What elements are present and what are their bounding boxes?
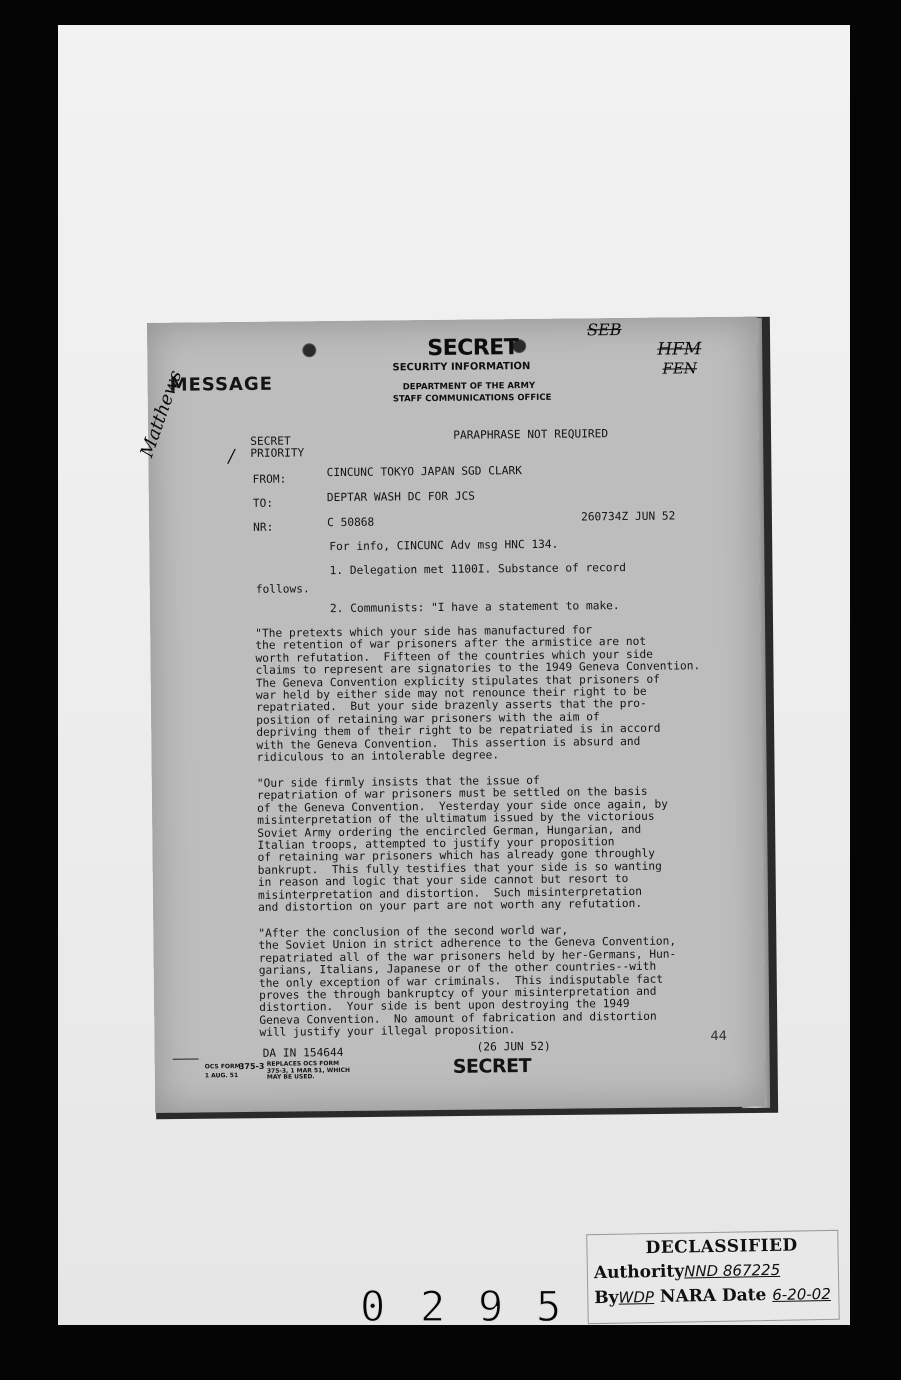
form-date: 1 AUG. 51 — [204, 1072, 239, 1080]
frame-number-digit: 5 — [536, 1282, 562, 1331]
department-line: DEPARTMENT OF THE ARMY — [402, 380, 536, 393]
handwritten-initials: FEN — [662, 359, 698, 378]
message-sheet — [136, 317, 765, 1113]
paragraph-1: 1. Delegation met 1100I. Substance of record — [329, 560, 627, 578]
message-label: MESSAGE — [169, 373, 274, 396]
declassified-label — [586, 1230, 840, 1324]
statement-block-2: "Our side firmly insists that the issue of repatriation of war prisoners must be settled on the basis of the Geneva Convention. Yesterday your side once again, by misinterpretation of the ultimatum issued by the victorious Soviet Army ordering the encircled German, Hungarian, and Italian troops, attempted to justify your proposition of retaining war prisoners which has already gone throughly bankrupt. This fully testifies that your side is so wanting in reason and logic that your side cannot but resort to misinterpretation and distortion. Such misinterpretation and distortion on your part are not worth any refutation. — [256, 773, 669, 914]
info-line: For info, CINCUNC Adv msg HNC 134. — [329, 537, 559, 554]
authority-line: AuthorityNND 867225 — [593, 1260, 781, 1284]
fold-mark — [173, 1058, 199, 1059]
nara-date-value: 6-20-02 — [772, 1284, 831, 1304]
footer-date: (26 JUN 52) — [476, 1039, 551, 1054]
handwritten-initials: SEB — [586, 320, 622, 340]
from-label: FROM: — [252, 472, 287, 486]
form-replaces-note: REPLACES OCS FORM 375-3, 1 MAR 51, WHICH MAY BE USED. — [266, 1060, 351, 1081]
routing-priority: PRIORITY — [250, 446, 305, 460]
frame-number-digit: 9 — [478, 1282, 504, 1331]
classification-header: SECRET — [427, 335, 519, 362]
form-label: OCS FORM — [204, 1063, 241, 1071]
handwritten-signature: Matthews — [136, 367, 187, 461]
nr-value: C 50868 — [327, 515, 375, 530]
security-information: SECURITY INFORMATION — [392, 360, 531, 374]
to-value: DEPTAR WASH DC FOR JCS — [326, 489, 476, 505]
da-in-number: DA IN 154644 — [262, 1045, 344, 1060]
punch-hole — [302, 343, 316, 357]
office-line: STAFF COMMUNICATIONS OFFICE — [392, 392, 552, 405]
paragraph-1-continued: follows. — [255, 582, 310, 596]
frame-number-digit: 0 — [360, 1282, 386, 1331]
routing-secret: SECRET — [250, 434, 291, 448]
page-mark: 44 — [710, 1028, 728, 1045]
nr-label: NR: — [253, 520, 274, 534]
frame-number-digit: 2 — [420, 1282, 446, 1331]
paraphrase-note: PARAPHRASE NOT REQUIRED — [453, 427, 609, 442]
authority-value: NND 867225 — [683, 1260, 781, 1281]
statement-block-3: "After the conclusion of the second world war, the Soviet Union in strict adherence to the Geneva Convention, repatriated all of the war prisoners held by her-Germans, Hun- garians, Italians, Japanese or of the other countries--with the only exception of war criminals. This indisputable fact proves the through bankruptcy of your misinterpretation and distortion. Your side is bent upon destroying the 1949 Geneva Convention. No amount of fabrication and distortion will justify your illegal proposition. — [258, 923, 677, 1040]
by-value: WDP — [618, 1288, 655, 1307]
form-number: 375-3 — [238, 1061, 265, 1072]
handwritten-mark: / — [228, 446, 235, 468]
classification-footer: SECRET — [452, 1055, 532, 1078]
from-value: CINCUNC TOKYO JAPAN SGD CLARK — [326, 464, 522, 480]
to-label: TO: — [252, 496, 274, 510]
by-line: ByWDP NARA Date 6-20-02 — [594, 1284, 831, 1309]
handwritten-initials: HFM — [657, 339, 702, 360]
declassified-title: DECLASSIFIED — [645, 1235, 798, 1259]
paragraph-2: 2. Communists: "I have a statement to make. — [329, 599, 620, 616]
date-time-group: 260734Z JUN 52 — [580, 509, 676, 524]
statement-block-1: "The pretexts which your side has manufactured for the retention of war prisoners after the armistice are not worth refutation. Fifteen of the countries which your side claims to represent are signatories to the 1949 Geneva Convention. The Geneva Convention explicity stipulates that prisoners of war held by either side may not renounce their right to be repatriated. But your side brazenly asserts that the pro- position of retaining war prisoners with the aim of depriving them of their right to be repatriated is in accord with the Geneva Convention. This assertion is absurd and ridiculous to an intolerable degree. — [255, 623, 701, 764]
